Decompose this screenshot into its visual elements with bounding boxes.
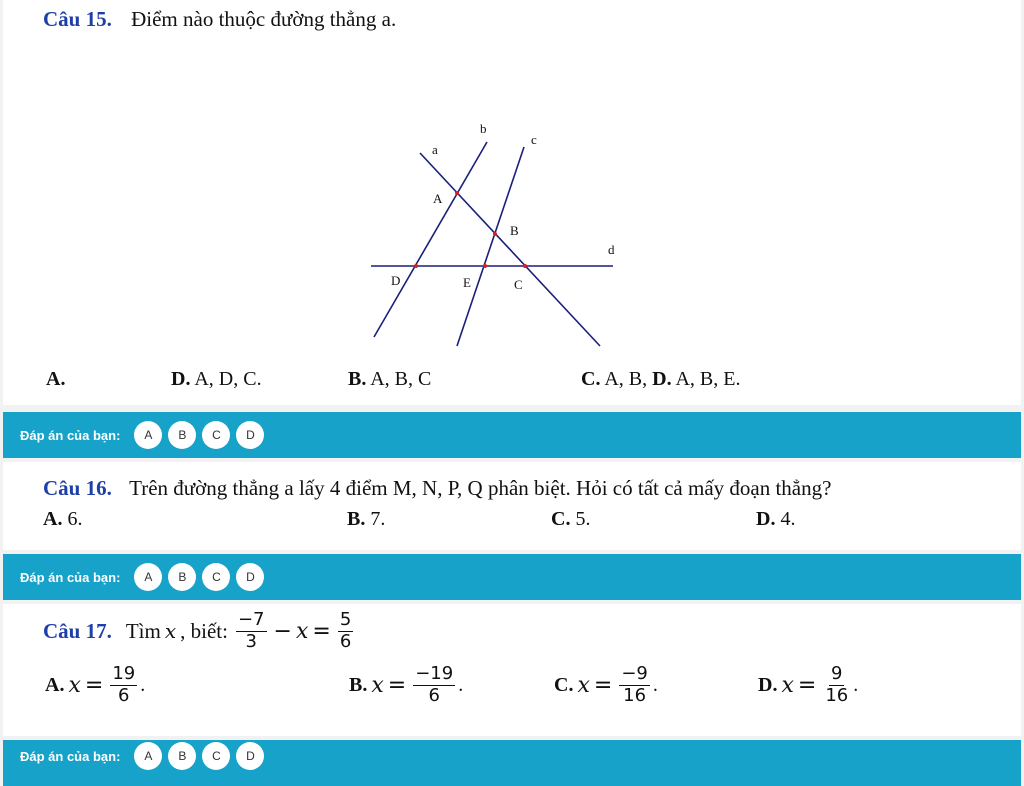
question-17-title (43, 610, 356, 652)
label-C: C (514, 277, 523, 292)
fraction-right: $\frac{5}{6}$ (339, 609, 352, 652)
q15-option-a: A. (46, 368, 66, 390)
answer-d-button[interactable]: D (236, 563, 264, 591)
q17-option-c: C. x = $\frac{-9}{16}$ . (554, 663, 658, 706)
point-C (523, 264, 527, 268)
label-B: B (510, 223, 519, 238)
label-a: a (432, 142, 438, 157)
answer-bar-17 (3, 740, 1021, 786)
question-15-card (3, 0, 1021, 405)
q15-option-4: C. A, B, D. A, B, E. (581, 368, 741, 390)
variable-x: x (295, 618, 309, 644)
q15-option-3: B. A, B, C (348, 368, 432, 390)
question-text: Trên đường thẳng a lấy 4 điểm M, N, P, Q phân biệt. Hỏi có tất cả mấy đoạn thẳng? (129, 476, 832, 500)
geometry-figure (3, 0, 1021, 350)
answer-a-button[interactable]: A (134, 421, 162, 449)
variable-x: x (164, 619, 177, 644)
equals-sign: = (312, 618, 331, 644)
question-17-card (3, 604, 1021, 736)
point-D (414, 264, 418, 268)
q17-option-d: D. x = $\frac{9}{16}$ . (758, 663, 859, 706)
point-B (493, 232, 497, 236)
label-E: E (463, 275, 471, 290)
question-number: Câu 17. (43, 618, 112, 643)
answer-a-button[interactable]: A (134, 563, 162, 591)
point-A (455, 191, 459, 195)
answer-c-button[interactable]: C (202, 563, 230, 591)
label-d: d (608, 242, 615, 257)
answer-b-button[interactable]: B (168, 421, 196, 449)
label-A: A (433, 191, 443, 206)
question-number: Câu 15. (43, 7, 112, 31)
fraction-left: $\frac{-7}{3}$ (237, 609, 265, 652)
answer-d-button[interactable]: D (236, 421, 264, 449)
line-a (420, 153, 600, 346)
question-text-before: Tìm (125, 618, 161, 643)
question-16-title (43, 476, 831, 501)
question-number: Câu 16. (43, 476, 112, 500)
point-E (483, 264, 487, 268)
q16-option-c: C. 5. (551, 508, 591, 530)
q16-option-b: B. 7. (347, 508, 386, 530)
label-b: b (480, 121, 487, 136)
q17-option-a: A. x = $\frac{19}{6}$ . (45, 663, 146, 706)
answer-bar-15 (3, 412, 1021, 458)
answer-label: Đáp án của bạn: (20, 748, 121, 764)
q15-option-2: D. A, D, C. (171, 368, 262, 390)
minus-sign: − (273, 618, 292, 644)
answer-c-button[interactable]: C (202, 421, 230, 449)
q16-option-d: D. 4. (756, 508, 796, 530)
q17-option-b: B. x = $\frac{-19}{6}$ . (349, 663, 464, 706)
answer-bar-16 (3, 554, 1021, 600)
question-text-after: , biết: (180, 618, 228, 643)
answer-c-button[interactable]: C (202, 742, 230, 770)
answer-d-button[interactable]: D (236, 742, 264, 770)
answer-b-button[interactable]: B (168, 742, 196, 770)
label-D: D (391, 273, 401, 288)
q16-option-a: A. 6. (43, 508, 83, 530)
answer-label: Đáp án của bạn: (20, 569, 121, 585)
question-16-card (3, 462, 1021, 550)
answer-label: Đáp án của bạn: (20, 427, 121, 443)
answer-b-button[interactable]: B (168, 563, 196, 591)
answer-a-button[interactable]: A (134, 742, 162, 770)
question-text: Điểm nào thuộc đường thẳng a. (131, 7, 397, 31)
label-c: c (531, 132, 537, 147)
